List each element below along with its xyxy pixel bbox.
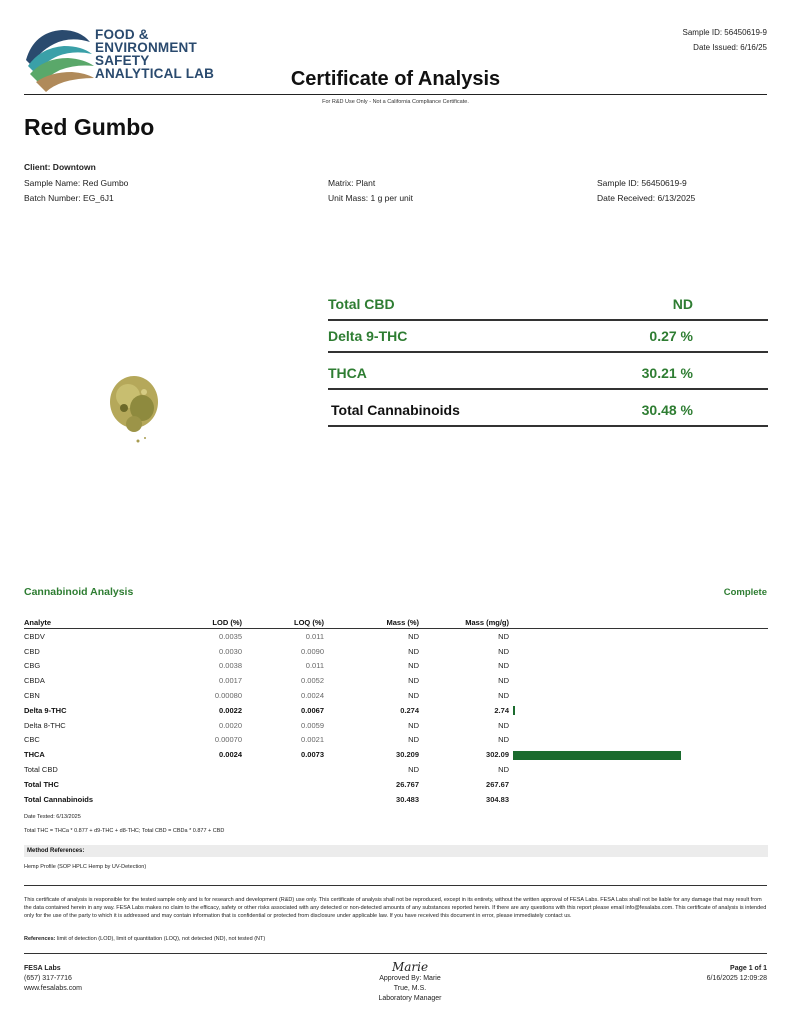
- table-row: [24, 733, 768, 748]
- summary-label: Total CBD: [328, 296, 395, 312]
- cell-loq: [242, 762, 324, 777]
- summary-row: [328, 351, 768, 390]
- cell-bar: [509, 688, 768, 703]
- cell-mass-mg: ND: [498, 765, 509, 775]
- cell-bar: [509, 762, 768, 777]
- cell-bar: [509, 644, 768, 659]
- summary-row: [328, 388, 768, 427]
- cell-bar: [509, 747, 768, 762]
- cell-lod: 0.0035: [219, 631, 242, 641]
- document-title: Certificate of Analysis: [290, 68, 501, 90]
- cell-mass-pct: ND: [408, 631, 419, 641]
- cell-mass-pct: 30.209: [396, 750, 419, 760]
- references-label: References:: [24, 936, 56, 942]
- mass-bar: [513, 706, 515, 715]
- legal-disclaimer: This certificate of analysis is responsible for the tested sample only and is for research and development (R&D) use only. This certificate of analysis shall not be reproduced, except in its entirety, without the written approval of FESA Labs. FESA Labs shall not be liable for any damage that may result from the data contained herein in any way. FESA Labs makes no claim to the efficacy, safety or other risks associated with any detected or non-detected amounts of any substances reported herein. If there are any questions with this report please email info@fesalabs.com. This certificate of analysis is intended only for the use of the party to which it is addressed and may contain information that is confidential or protected from disclosure under applicable law. If you have received this document in error, please immediately contact us.: [24, 897, 767, 919]
- table-header-row: [24, 616, 768, 629]
- summary-label: Delta 9-THC: [328, 328, 408, 344]
- cell-mass-mg: ND: [498, 720, 509, 730]
- logo-line: SAFETY: [95, 53, 150, 68]
- product-photo: [100, 368, 170, 448]
- cell-lod: 0.00070: [214, 735, 242, 745]
- cell-loq: 0.0073: [301, 750, 324, 760]
- cell-lod: 0.0024: [219, 750, 242, 760]
- cell-lod: [144, 777, 242, 792]
- cell-bar: [509, 718, 768, 733]
- cell-mass-mg: ND: [498, 676, 509, 686]
- mass-bar: [513, 751, 681, 760]
- cell-lod: [144, 792, 242, 807]
- summary-value: 30.21 %: [641, 365, 693, 381]
- cell-bar: [509, 629, 768, 644]
- cell-loq: 0.0090: [301, 646, 324, 656]
- summary-row: [328, 314, 768, 353]
- cell-mass-pct: ND: [408, 646, 419, 656]
- cell-bar: [509, 703, 768, 718]
- table-row: [24, 777, 768, 792]
- cell-mass-mg: ND: [498, 691, 509, 701]
- date-tested: Date Tested: 6/13/2025: [24, 814, 81, 820]
- approver-title: True, M.S.: [393, 985, 427, 992]
- cell-bar: [509, 673, 768, 688]
- divider: [24, 885, 767, 886]
- logo-line: FOOD &: [95, 27, 149, 42]
- cell-mass-pct: ND: [408, 735, 419, 745]
- logo-line: ENVIRONMENT: [95, 40, 197, 55]
- status-badge: Complete: [723, 587, 767, 598]
- cell-mass-pct: ND: [408, 720, 419, 730]
- signature: Marie: [391, 960, 429, 974]
- cell-mass-mg: ND: [498, 646, 509, 656]
- cell-mass-pct: ND: [408, 661, 419, 671]
- logo-line: ANALYTICAL LAB: [95, 66, 215, 81]
- total-formula: Total THC = THCa * 0.877 + d9-THC + d8-THC; Total CBD = CBDa * 0.877 + CBD: [24, 828, 225, 834]
- table-row: [24, 703, 768, 718]
- cell-bar: [509, 733, 768, 748]
- cell-loq: 0.011: [305, 631, 324, 641]
- cell-lod: 0.0022: [219, 705, 242, 715]
- cell-mass-mg: 2.74: [494, 705, 509, 715]
- summary-value: 0.27 %: [649, 328, 693, 344]
- summary-label: THCA: [328, 365, 367, 381]
- cell-lod: 0.00080: [214, 691, 242, 701]
- divider: [24, 94, 767, 95]
- column-header: LOD (%): [144, 616, 242, 629]
- cell-mass-pct: ND: [408, 691, 419, 701]
- table-row: [24, 747, 768, 762]
- cell-analyte: CBN: [24, 691, 40, 701]
- cell-analyte: CBC: [24, 735, 40, 745]
- cell-bar: [509, 792, 768, 807]
- cell-loq: 0.0067: [301, 705, 324, 715]
- sample-id: Sample ID: 56450619-9: [597, 178, 687, 188]
- footer-approval: [340, 961, 480, 1004]
- column-header: Analyte: [24, 616, 144, 629]
- table-row: [24, 762, 768, 777]
- divider: [24, 953, 767, 954]
- approved-by: Approved By: Marie: [379, 975, 441, 982]
- company-name: FESA Labs: [24, 965, 61, 972]
- column-header: LOQ (%): [242, 616, 324, 629]
- cell-loq: [242, 777, 324, 792]
- date-received: Date Received: 6/13/2025: [597, 193, 696, 203]
- cell-analyte: CBDV: [24, 631, 45, 641]
- summary-value: ND: [672, 296, 693, 312]
- cell-mass-mg: ND: [498, 735, 509, 745]
- cell-analyte: Total Cannabinoids: [24, 794, 94, 804]
- cell-analyte: THCA: [24, 750, 45, 760]
- cell-loq: [242, 792, 324, 807]
- cell-mass-pct: 30.483: [396, 794, 419, 804]
- cell-analyte: Total CBD: [24, 765, 58, 775]
- table-row: [24, 644, 768, 659]
- table-row: [24, 792, 768, 807]
- header-date-issued: Date Issued: 6/16/25: [693, 43, 767, 52]
- cell-mass-mg: 302.09: [486, 750, 509, 760]
- cell-lod: 0.0020: [219, 720, 242, 730]
- cell-mass-mg: ND: [498, 631, 509, 641]
- cell-analyte: CBD: [24, 646, 40, 656]
- method-reference: Hemp Profile (SOP HPLC Hemp by UV-Detection): [24, 864, 147, 870]
- approver-role: Laboratory Manager: [378, 995, 442, 1002]
- cell-loq: 0.0059: [301, 720, 324, 730]
- cell-mass-pct: ND: [408, 676, 419, 686]
- cell-loq: 0.0021: [301, 735, 324, 745]
- table-row: [24, 718, 768, 733]
- cell-mass-mg: 304.83: [486, 794, 509, 804]
- cell-loq: 0.011: [305, 661, 324, 671]
- cell-loq: 0.0052: [301, 676, 324, 686]
- cannabinoid-table: [24, 616, 768, 807]
- table-row: [24, 673, 768, 688]
- table-row: [24, 629, 768, 644]
- matrix: Matrix: Plant: [328, 178, 376, 188]
- cell-lod: 0.0030: [219, 646, 242, 656]
- summary-value: 30.48 %: [641, 402, 693, 418]
- references: [24, 936, 265, 942]
- cell-mass-pct: 0.274: [400, 705, 419, 715]
- cell-mass-pct: 26.767: [396, 779, 419, 789]
- product-name: Red Gumbo: [24, 114, 155, 140]
- cell-analyte: CBDA: [24, 676, 45, 686]
- cell-analyte: Delta 9-THC: [24, 705, 67, 715]
- method-references-heading: Method References:: [24, 845, 768, 857]
- header-meta: [683, 25, 768, 55]
- company-phone: (657) 317-7716: [24, 975, 72, 982]
- rnd-disclaimer: For R&D Use Only - Not a California Compliance Certificate.: [322, 99, 469, 105]
- cell-mass-mg: ND: [498, 661, 509, 671]
- cell-lod: 0.0038: [219, 661, 242, 671]
- cell-bar: [509, 777, 768, 792]
- batch-number: Batch Number: EG_6J1: [24, 193, 114, 203]
- cell-lod: 0.0017: [219, 676, 242, 686]
- table-row: [24, 688, 768, 703]
- header-sample-id: Sample ID: 56450619-9: [682, 28, 767, 37]
- cell-loq: 0.0024: [301, 691, 324, 701]
- cell-analyte: Total THC: [24, 779, 59, 789]
- page-number: Page 1 of 1: [730, 965, 767, 972]
- client-name: Client: Downtown: [24, 162, 96, 172]
- cell-analyte: Delta 8-THC: [24, 720, 66, 730]
- unit-mass: Unit Mass: 1 g per unit: [328, 193, 414, 203]
- column-header: Mass (%): [324, 616, 419, 629]
- summary-label: Total Cannabinoids: [331, 402, 460, 418]
- cell-bar: [509, 659, 768, 674]
- sample-name: Sample Name: Red Gumbo: [24, 178, 129, 188]
- footer-page: [707, 964, 767, 984]
- section-title: Cannabinoid Analysis: [24, 586, 134, 598]
- cell-mass-mg: 267.67: [486, 779, 509, 789]
- references-text: limit of detection (LOD), limit of quantitation (LOQ), not detected (ND), not tested (NT): [57, 936, 266, 942]
- cell-lod: [144, 762, 242, 777]
- cell-analyte: CBG: [24, 661, 41, 671]
- cell-mass-pct: ND: [408, 765, 419, 775]
- generated-timestamp: 6/16/2025 12:09:28: [706, 975, 767, 982]
- column-header-bar: [509, 616, 768, 629]
- table-row: [24, 659, 768, 674]
- footer-company: [24, 964, 82, 994]
- column-header: Mass (mg/g): [419, 616, 509, 629]
- company-website[interactable]: www.fesalabs.com: [24, 985, 82, 992]
